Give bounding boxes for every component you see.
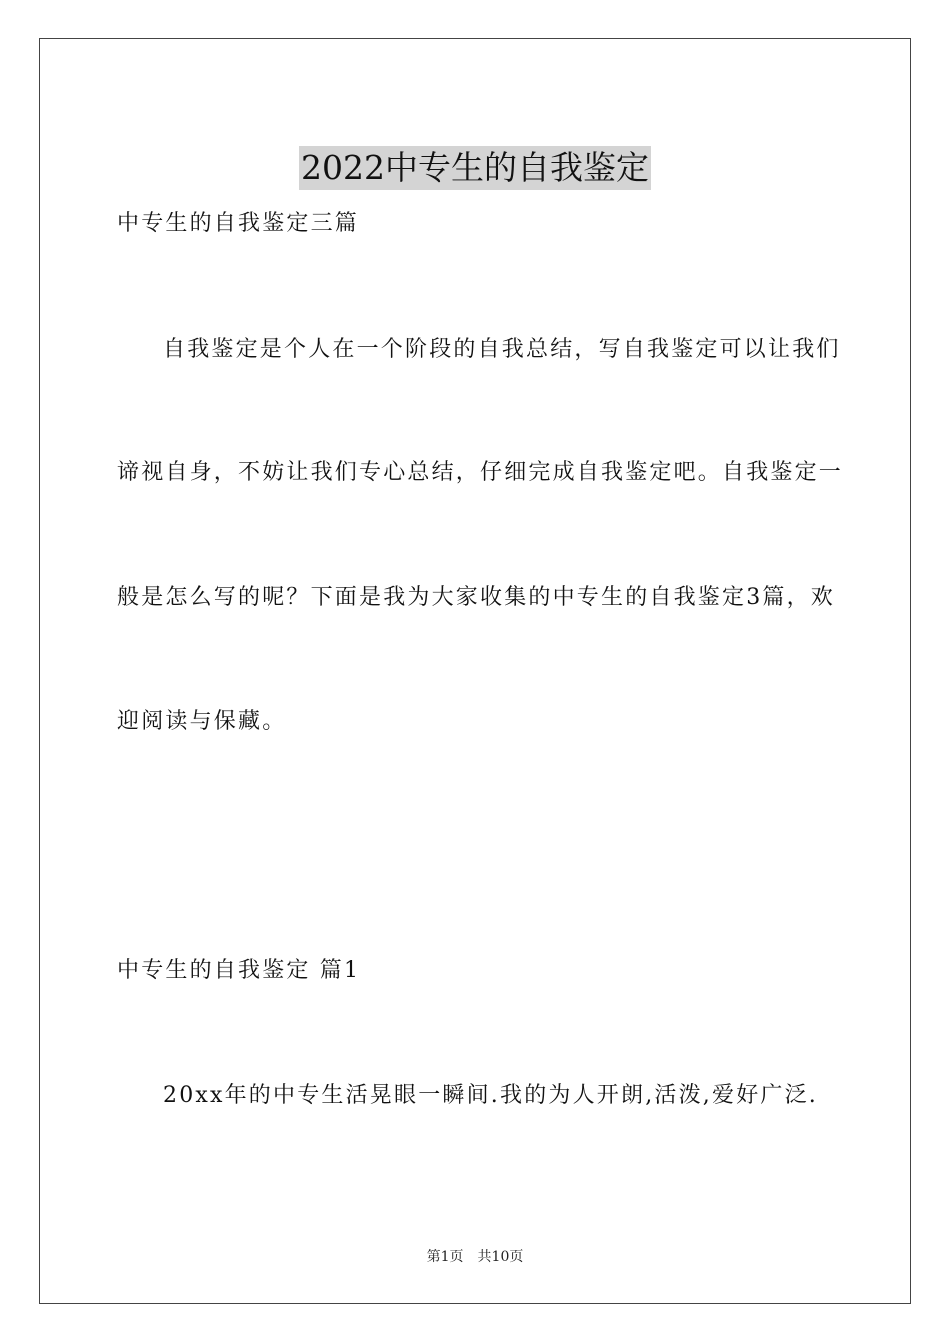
- title-container: [0, 124, 950, 212]
- section-paragraph-line-1: 20xx年的中专生活晃眼一瞬间.我的为人开朗,活泼,爱好广泛.: [163, 1083, 818, 1108]
- page-footer: [0, 1247, 950, 1267]
- section-heading: 中专生的自我鉴定 篇1: [117, 958, 361, 983]
- page-number-current: 第1页: [426, 1249, 464, 1265]
- intro-line-4: 迎阅读与保藏。: [117, 709, 287, 734]
- intro-line-1: 自我鉴定是个人在一个阶段的自我总结，写自我鉴定可以让我们: [163, 337, 841, 362]
- document-subtitle: 中专生的自我鉴定三篇: [117, 211, 360, 236]
- intro-line-3: 般是怎么写的呢？下面是我为大家收集的中专生的自我鉴定3篇，欢: [117, 585, 835, 610]
- page-number-total: 共10页: [477, 1249, 524, 1265]
- document-title: 2022中专生的自我鉴定: [299, 146, 651, 190]
- intro-line-2: 谛视自身，不妨让我们专心总结，仔细完成自我鉴定吧。自我鉴定一: [117, 460, 844, 485]
